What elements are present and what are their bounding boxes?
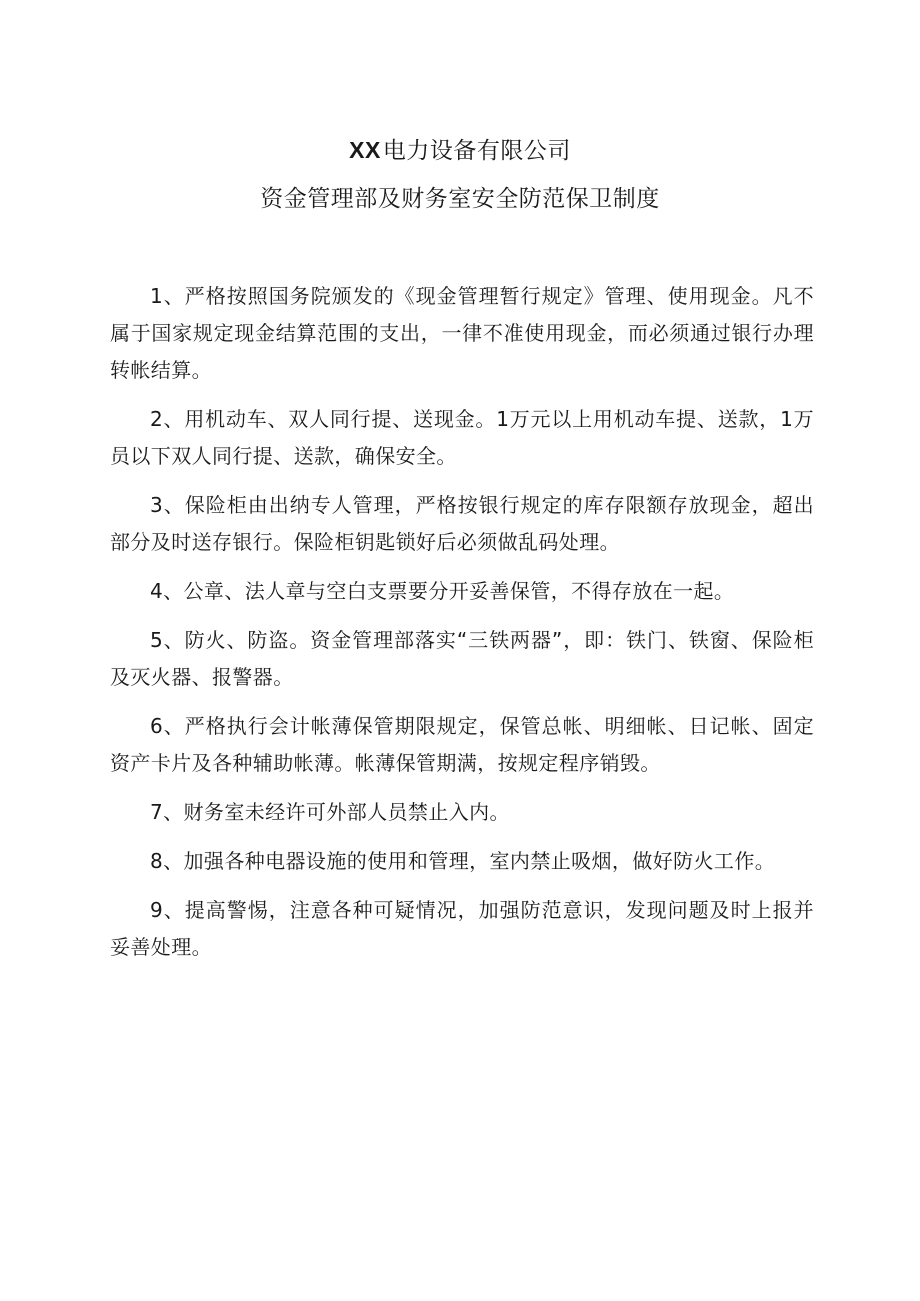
document-body	[110, 278, 814, 978]
clause-2: 2、用机动车、双人同行提、送现金。1万元以上用机动车提、送款，1万员以下双人同行提、送款，确保安全。	[110, 407, 814, 468]
company-title	[0, 133, 920, 168]
clause-3: 3、保险柜由出纳专人管理，严格按银行规定的库存限额存放现金，超出部分及时送存银行。保险柜钥匙锁好后必须做乱码处理。	[110, 493, 814, 554]
clause-9: 9、提高警惕，注意各种可疑情况，加强防范意识，发现问题及时上报并妥善处理。	[110, 898, 814, 959]
clause-1: 1、严格按照国务院颁发的《现金管理暂行规定》管理、使用现金。凡不属于国家规定现金结算范围的支出，一律不准使用现金，而必须通过银行办理转帐结算。	[110, 284, 814, 382]
document-title: 资金管理部及财务室安全防范保卫制度	[260, 186, 660, 212]
company-title-prefix: XX	[349, 137, 381, 163]
clause-7: 7、财务室未经许可外部人员禁止入内。	[150, 800, 510, 824]
clause-5: 5、防火、防盗。资金管理部落实“三铁两器”，即：铁门、铁窗、保险柜及灭火器、报警器。	[110, 628, 814, 689]
clause-8: 8、加强各种电器设施的使用和管理，室内禁止吸烟，做好防火工作。	[150, 849, 776, 873]
clause-6: 6、严格执行会计帐薄保管期限规定，保管总帐、明细帐、日记帐、固定资产卡片及各种辅助帐薄。帐薄保管期满，按规定程序销毁。	[110, 714, 814, 775]
clause-4: 4、公章、法人章与空白支票要分开妥善保管，不得存放在一起。	[150, 579, 735, 603]
company-title-name: 电力设备有限公司	[382, 138, 571, 164]
